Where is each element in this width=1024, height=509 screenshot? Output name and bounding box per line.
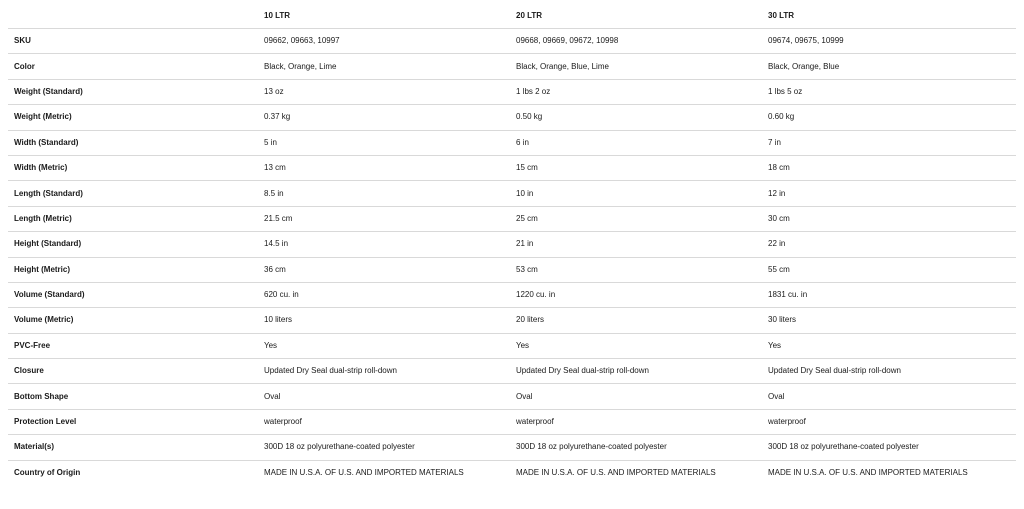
cell-10-ltr: 36 cm	[258, 257, 510, 282]
table-row	[8, 155, 1016, 180]
row-label: Volume (Metric)	[8, 308, 258, 333]
row-label: Volume (Standard)	[8, 282, 258, 307]
cell-10-ltr: 5 in	[258, 130, 510, 155]
spec-comparison-table	[8, 3, 1016, 485]
header-cell-10-ltr: 10 LTR	[258, 3, 510, 29]
cell-10-ltr: 0.37 kg	[258, 105, 510, 130]
cell-30-ltr: 55 cm	[762, 257, 1016, 282]
cell-30-ltr: Black, Orange, Blue	[762, 54, 1016, 79]
table-row	[8, 384, 1016, 409]
cell-30-ltr: 7 in	[762, 130, 1016, 155]
cell-20-ltr: 20 liters	[510, 308, 762, 333]
cell-10-ltr: Oval	[258, 384, 510, 409]
cell-30-ltr: 1831 cu. in	[762, 282, 1016, 307]
table-row	[8, 308, 1016, 333]
table-row	[8, 181, 1016, 206]
cell-20-ltr: 21 in	[510, 232, 762, 257]
row-label: Bottom Shape	[8, 384, 258, 409]
row-label: Color	[8, 54, 258, 79]
cell-20-ltr: 1 lbs 2 oz	[510, 79, 762, 104]
cell-20-ltr: 15 cm	[510, 155, 762, 180]
cell-20-ltr: 25 cm	[510, 206, 762, 231]
cell-10-ltr: 09662, 09663, 10997	[258, 29, 510, 54]
cell-20-ltr: Yes	[510, 333, 762, 358]
table-row	[8, 79, 1016, 104]
cell-20-ltr: Black, Orange, Blue, Lime	[510, 54, 762, 79]
cell-10-ltr: 14.5 in	[258, 232, 510, 257]
cell-30-ltr: 09674, 09675, 10999	[762, 29, 1016, 54]
header-cell-20-ltr: 20 LTR	[510, 3, 762, 29]
table-row	[8, 130, 1016, 155]
row-label: SKU	[8, 29, 258, 54]
cell-30-ltr: Oval	[762, 384, 1016, 409]
row-label: Country of Origin	[14, 467, 81, 477]
cell-20-ltr: Oval	[510, 384, 762, 409]
cell-30-ltr: waterproof	[762, 409, 1016, 434]
cell-10-ltr: 13 oz	[258, 79, 510, 104]
table-row	[8, 333, 1016, 358]
cell-10-ltr: 300D 18 oz polyurethane-coated polyester	[258, 435, 510, 460]
cell-20-ltr: 300D 18 oz polyurethane-coated polyester	[510, 435, 762, 460]
table-row	[8, 460, 1016, 485]
cell-30-ltr: 300D 18 oz polyurethane-coated polyester	[762, 435, 1016, 460]
cell-10-ltr: MADE IN U.S.A. OF U.S. AND IMPORTED MATERIALS	[264, 467, 464, 477]
cell-20-ltr: MADE IN U.S.A. OF U.S. AND IMPORTED MATERIALS	[516, 467, 716, 477]
cell-30-ltr: 0.60 kg	[762, 105, 1016, 130]
row-label: Length (Metric)	[8, 206, 258, 231]
cell-30-ltr: 30 liters	[762, 308, 1016, 333]
table-row	[8, 257, 1016, 282]
cell-20-ltr: 1220 cu. in	[510, 282, 762, 307]
header-cell-30-ltr: 30 LTR	[762, 3, 1016, 29]
table-row	[8, 232, 1016, 257]
cell-20-ltr: 09668, 09669, 09672, 10998	[510, 29, 762, 54]
cell-20-ltr: 6 in	[510, 130, 762, 155]
cell-20-ltr: waterproof	[510, 409, 762, 434]
cell-20-ltr: 0.50 kg	[510, 105, 762, 130]
table-row	[8, 435, 1016, 460]
row-label: Protection Level	[8, 409, 258, 434]
cell-30-ltr: 30 cm	[762, 206, 1016, 231]
row-label: PVC-Free	[8, 333, 258, 358]
cell-30-ltr: 18 cm	[762, 155, 1016, 180]
cell-20-ltr: 10 in	[510, 181, 762, 206]
cell-20-ltr: 53 cm	[510, 257, 762, 282]
cell-20-ltr: Updated Dry Seal dual-strip roll-down	[510, 359, 762, 384]
cell-10-ltr: 21.5 cm	[258, 206, 510, 231]
header-row	[8, 3, 1016, 29]
cell-10-ltr: Black, Orange, Lime	[258, 54, 510, 79]
cell-10-ltr: 8.5 in	[258, 181, 510, 206]
table-row	[8, 105, 1016, 130]
cell-10-ltr: 13 cm	[258, 155, 510, 180]
cell-10-ltr: Yes	[258, 333, 510, 358]
table-body	[8, 29, 1016, 486]
cell-10-ltr: Updated Dry Seal dual-strip roll-down	[258, 359, 510, 384]
row-label: Width (Metric)	[8, 155, 258, 180]
cell-10-ltr: waterproof	[258, 409, 510, 434]
table-row	[8, 206, 1016, 231]
table-row	[8, 54, 1016, 79]
table-row	[8, 29, 1016, 54]
cell-30-ltr: Updated Dry Seal dual-strip roll-down	[762, 359, 1016, 384]
cell-30-ltr: Yes	[762, 333, 1016, 358]
cell-30-ltr: MADE IN U.S.A. OF U.S. AND IMPORTED MATERIALS	[768, 467, 968, 477]
header-cell-blank	[8, 3, 258, 29]
row-label: Material(s)	[8, 435, 258, 460]
table-header	[8, 3, 1016, 29]
row-label: Closure	[8, 359, 258, 384]
table-row	[8, 359, 1016, 384]
cell-10-ltr: 620 cu. in	[258, 282, 510, 307]
row-label: Weight (Metric)	[8, 105, 258, 130]
row-label: Length (Standard)	[8, 181, 258, 206]
row-label: Weight (Standard)	[8, 79, 258, 104]
row-label: Height (Metric)	[8, 257, 258, 282]
cell-30-ltr: 1 lbs 5 oz	[762, 79, 1016, 104]
cell-10-ltr: 10 liters	[258, 308, 510, 333]
table-row	[8, 282, 1016, 307]
cell-30-ltr: 22 in	[762, 232, 1016, 257]
table-row	[8, 409, 1016, 434]
row-label: Height (Standard)	[8, 232, 258, 257]
row-label: Width (Standard)	[8, 130, 258, 155]
cell-30-ltr: 12 in	[762, 181, 1016, 206]
